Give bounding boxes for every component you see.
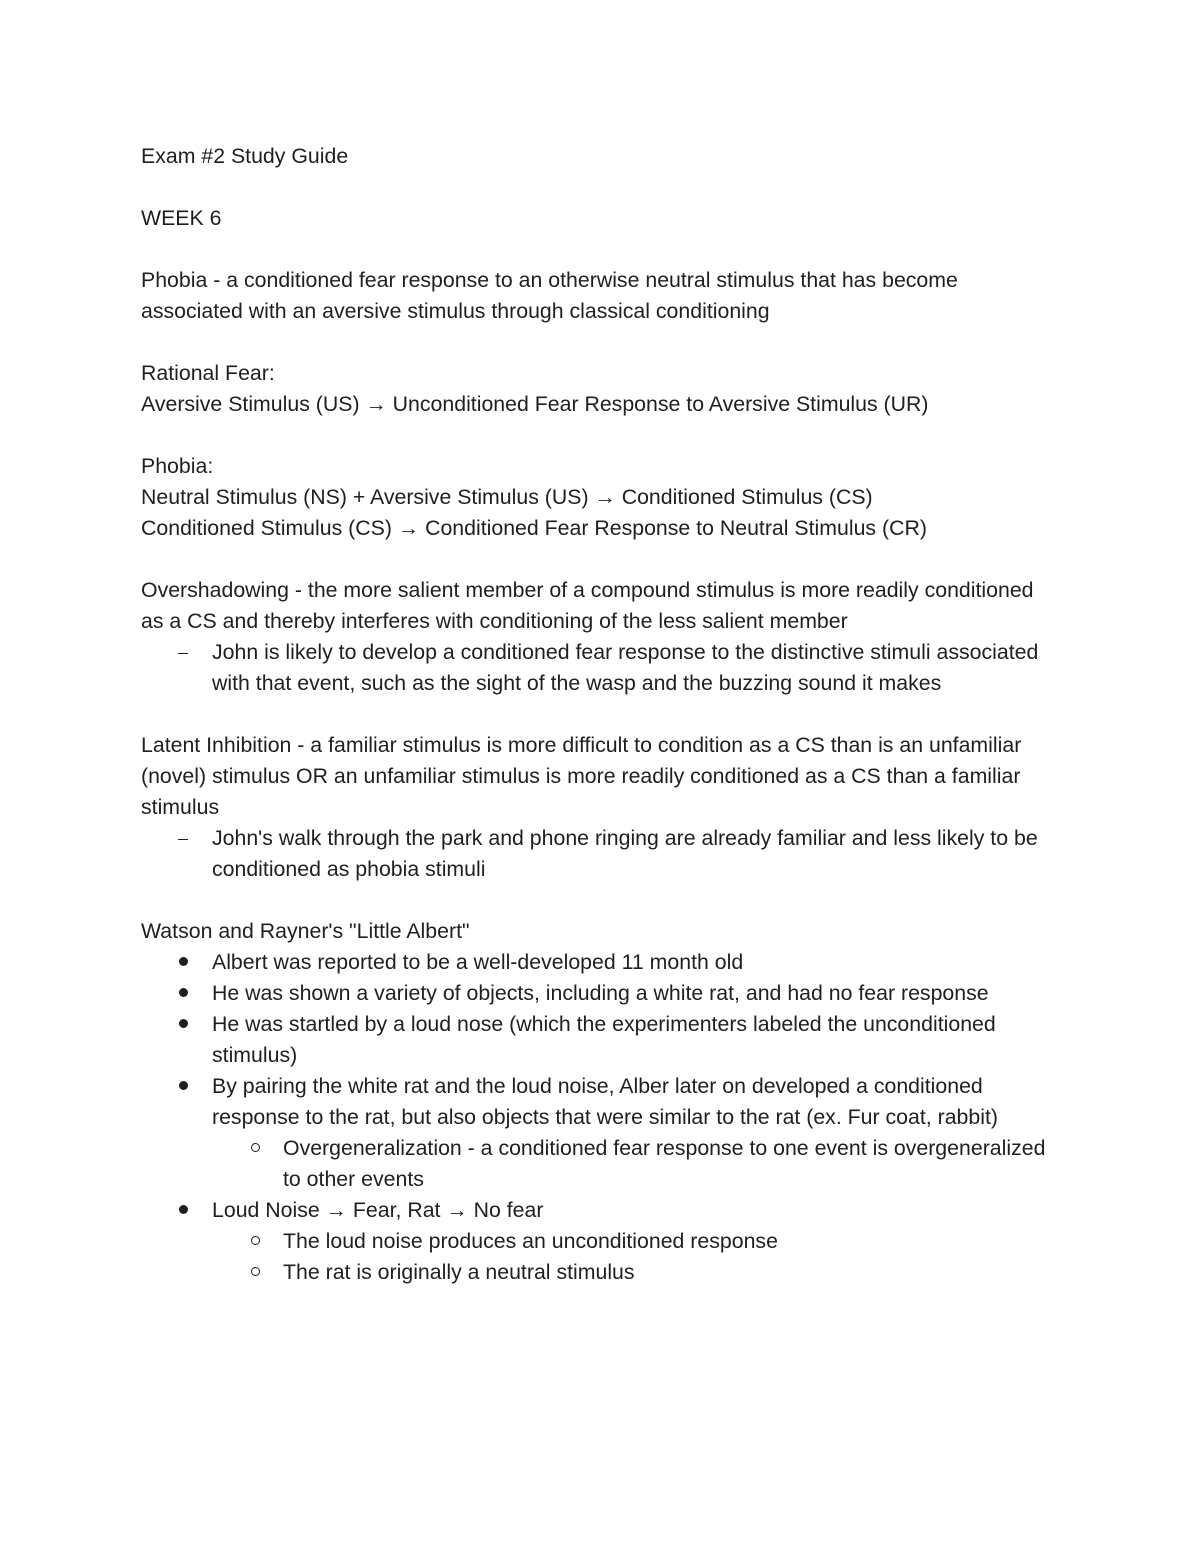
sub-list	[212, 1133, 1061, 1195]
document-title: Exam #2 Study Guide	[141, 144, 349, 168]
spacer	[141, 420, 1061, 451]
bullet-dot-icon	[173, 1009, 193, 1040]
bullet-text: He was startled by a loud nose (which the experimenters labeled the unconditioned stimulus)	[212, 1012, 996, 1067]
latent-inhibition-definition: Latent Inhibition - a familiar stimulus is more difficult to condition as a CS than is an unfamiliar (novel) stimulus OR an unfamiliar stimulus is more readily conditioned as a CS than a familiar stimulus	[141, 733, 1022, 819]
list-item	[141, 947, 1061, 978]
spacer	[141, 234, 1061, 265]
sub-bullet-text: The rat is originally a neutral stimulus	[283, 1260, 635, 1284]
bullet-dot-icon	[173, 1071, 193, 1102]
sub-list-item	[141, 1133, 1061, 1195]
rational-fear-heading: Rational Fear:	[141, 361, 275, 385]
spacer	[141, 172, 1061, 203]
bullet-text: By pairing the white rat and the loud noise, Alber later on developed a conditioned response to the rat, but also objects that were similar to the rat (ex. Fur coat, rabbit)	[212, 1074, 998, 1129]
list-item	[141, 978, 1061, 1009]
week-heading: WEEK 6	[141, 206, 222, 230]
spacer	[141, 699, 1061, 730]
bullet-text: He was shown a variety of objects, including a white rat, and had no fear response	[212, 981, 989, 1005]
phobia-heading: Phobia:	[141, 454, 214, 478]
list-item	[141, 823, 1061, 885]
spacer	[141, 327, 1061, 358]
bullet-text: Albert was reported to be a well-developed 11 month old	[212, 950, 744, 974]
phobia-line-1: Neutral Stimulus (NS) + Aversive Stimulus (US) → Conditioned Stimulus (CS)	[141, 485, 873, 509]
spacer	[141, 544, 1061, 575]
dash-bullet-icon	[173, 637, 193, 668]
bullet-circle-icon	[245, 1226, 265, 1257]
spacer	[141, 885, 1061, 916]
latent-inhibition-example: John's walk through the park and phone ringing are already familiar and less likely to be conditioned as phobia stimuli	[212, 826, 1038, 881]
phobia-line-2: Conditioned Stimulus (CS) → Conditioned Fear Response to Neutral Stimulus (CR)	[141, 516, 927, 540]
list-item	[141, 1009, 1061, 1071]
rational-fear-line: Aversive Stimulus (US) → Unconditioned Fear Response to Aversive Stimulus (UR)	[141, 392, 929, 416]
bullet-text: Loud Noise → Fear, Rat → No fear	[212, 1198, 544, 1222]
document-page	[141, 141, 1061, 1288]
dash-bullet-icon	[173, 823, 193, 854]
bullet-dot-icon	[173, 1195, 193, 1226]
bullet-circle-icon	[245, 1257, 265, 1288]
bullet-dot-icon	[173, 978, 193, 1009]
bullet-circle-icon	[245, 1133, 265, 1164]
bullet-dot-icon	[173, 947, 193, 978]
overshadowing-example: John is likely to develop a conditioned fear response to the distinctive stimuli associated with that event, such as the sight of the wasp and the buzzing sound it makes	[212, 640, 1039, 695]
sub-list-item	[141, 1257, 1061, 1288]
overshadowing-definition: Overshadowing - the more salient member of a compound stimulus is more readily conditioned as a CS and thereby interferes with conditioning of the less salient member	[141, 578, 1034, 633]
list-item	[141, 1071, 1061, 1195]
latent-inhibition-list	[141, 823, 1061, 885]
sub-list-item	[141, 1226, 1061, 1257]
sub-list	[212, 1226, 1061, 1288]
little-albert-heading: Watson and Rayner's "Little Albert"	[141, 919, 470, 943]
overshadowing-list	[141, 637, 1061, 699]
sub-bullet-text: Overgeneralization - a conditioned fear response to one event is overgeneralized to other events	[283, 1136, 1046, 1191]
list-item	[141, 1195, 1061, 1288]
phobia-definition: Phobia - a conditioned fear response to an otherwise neutral stimulus that has become associated with an aversive stimulus through classical conditioning	[141, 268, 958, 323]
little-albert-list	[141, 947, 1061, 1288]
list-item	[141, 637, 1061, 699]
sub-bullet-text: The loud noise produces an unconditioned response	[283, 1229, 778, 1253]
